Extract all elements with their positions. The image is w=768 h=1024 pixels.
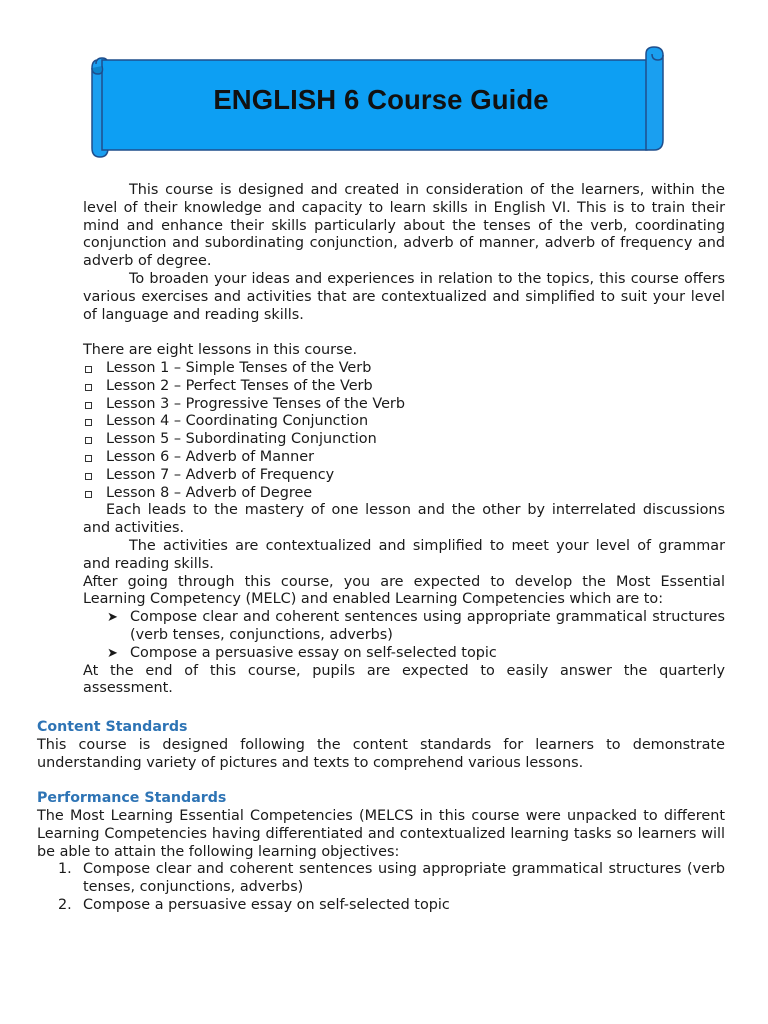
- title-banner: [86, 44, 672, 162]
- performance-standards-heading: Performance Standards: [37, 790, 227, 807]
- square-bullet-icon: [85, 366, 92, 373]
- arrow-bullet-icon: ➤: [107, 610, 118, 626]
- lessons-lead: There are eight lessons in this course.: [83, 342, 358, 359]
- content-standards-heading: Content Standards: [37, 719, 188, 735]
- each-leads-paragraph: Each leads to the mastery of one lesson and the other by interrelated discussions and activities.: [83, 502, 725, 537]
- end-paragraph: At the end of this course, pupils are expected to easily answer the quarterly assessment.: [83, 662, 725, 697]
- list-item: Lesson 5 – Subordinating Conjunction: [83, 431, 725, 449]
- square-bullet-icon: [85, 384, 92, 391]
- list-item: Lesson 2 – Perfect Tenses of the Verb: [83, 378, 725, 396]
- competency-list: [83, 609, 725, 662]
- objective-list: [37, 861, 725, 914]
- activities-paragraph: The activities are contextualized and simplified to meet your level of grammar and reading skills.: [83, 537, 725, 572]
- standards-section: [37, 719, 725, 915]
- list-item: ➤ Compose clear and coherent sentences using appropriate grammatical structures (verb tenses, conjunctions, adverbs): [107, 609, 725, 643]
- list-item: ➤ Compose a persuasive essay on self-selected topic: [107, 644, 497, 661]
- lesson-list: [83, 360, 725, 502]
- after-paragraph: After going through this course, you are expected to develop the Most Essential Learning Competency (MELC) and enabled Learning Competencies which are to:: [83, 573, 725, 608]
- page-title: ENGLISH 6 Course Guide: [213, 84, 549, 115]
- list-item: Lesson 6 – Adverb of Manner: [83, 449, 725, 467]
- square-bullet-icon: [85, 419, 92, 426]
- performance-standards-text: The Most Learning Essential Competencies (MELCS in this course were unpacked to different Learning Competencies having differentiated and contextualized learning tasks so learners will be able to attain the following learning objectives:: [37, 807, 725, 860]
- intro-section: [83, 182, 725, 698]
- intro-paragraph-2: To broaden your ideas and experiences in relation to the topics, this course offers various exercises and activities that are contextualized and simplified to suit your level of language and reading skills.: [83, 270, 725, 323]
- list-item: 1. Compose clear and coherent sentences using appropriate grammatical structures (verb tenses, conjunctions, adverbs): [58, 861, 725, 896]
- arrow-bullet-icon: ➤: [107, 645, 118, 661]
- square-bullet-icon: [85, 437, 92, 444]
- square-bullet-icon: [85, 491, 92, 498]
- list-item: Lesson 1 – Simple Tenses of the Verb: [83, 360, 725, 378]
- content-standards-text: This course is designed following the content standards for learners to demonstrate understanding variety of pictures and texts to comprehend various lessons.: [37, 736, 725, 771]
- list-item: Lesson 4 – Coordinating Conjunction: [83, 413, 725, 431]
- list-item: Lesson 8 – Adverb of Degree: [83, 485, 725, 503]
- list-item: Lesson 3 – Progressive Tenses of the Verb: [83, 396, 725, 414]
- list-item: 2. Compose a persuasive essay on self-selected topic: [58, 896, 450, 913]
- square-bullet-icon: [85, 402, 92, 409]
- list-item: Lesson 7 – Adverb of Frequency: [83, 467, 725, 485]
- square-bullet-icon: [85, 473, 92, 480]
- square-bullet-icon: [85, 455, 92, 462]
- intro-paragraph-1: This course is designed and created in consideration of the learners, within the level of their knowledge and capacity to learn skills in English VI. This is to train their mind and enhance their skills particularly about the tenses of the verb, coordinating conjunction and subordinating conjunction, adverb of manner, adverb of frequency and adverb of degree.: [83, 182, 725, 270]
